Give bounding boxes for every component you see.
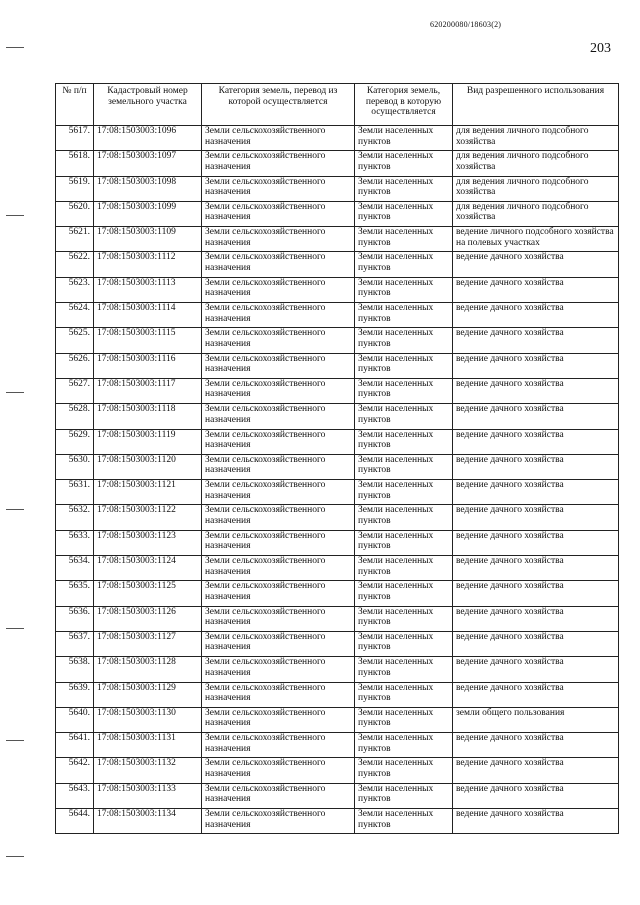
permitted-use-cell: для ведения личного подсобного хозяйства: [453, 151, 619, 176]
cadastral-number-cell: 17:08:1503003:1122: [94, 505, 202, 530]
category-from-cell: Земли сельскохозяйственного назначения: [202, 631, 355, 656]
row-number-cell: 5620.: [56, 201, 94, 226]
table-row: [56, 556, 619, 581]
category-to-cell: Земли населенных пунктов: [355, 682, 453, 707]
category-to-cell: Земли населенных пунктов: [355, 303, 453, 328]
cadastral-number-cell: 17:08:1503003:1116: [94, 353, 202, 378]
category-from-cell: Земли сельскохозяйственного назначения: [202, 201, 355, 226]
category-to-cell: Земли населенных пунктов: [355, 454, 453, 479]
cadastral-number-cell: 17:08:1503003:1096: [94, 126, 202, 151]
table-row: [56, 151, 619, 176]
table-row: [56, 733, 619, 758]
category-from-cell: Земли сельскохозяйственного назначения: [202, 505, 355, 530]
table-row: [56, 682, 619, 707]
category-from-cell: Земли сельскохозяйственного назначения: [202, 809, 355, 834]
row-number-cell: 5635.: [56, 581, 94, 606]
cadastral-number-cell: 17:08:1503003:1134: [94, 809, 202, 834]
category-from-cell: Земли сельскохозяйственного назначения: [202, 252, 355, 277]
table-header-row: [56, 84, 619, 126]
category-to-cell: Земли населенных пунктов: [355, 429, 453, 454]
permitted-use-cell: ведение дачного хозяйства: [453, 606, 619, 631]
category-to-cell: Земли населенных пунктов: [355, 404, 453, 429]
category-to-cell: Земли населенных пунктов: [355, 707, 453, 732]
row-number-cell: 5626.: [56, 353, 94, 378]
permitted-use-cell: для ведения личного подсобного хозяйства: [453, 176, 619, 201]
row-number-cell: 5622.: [56, 252, 94, 277]
row-number-cell: 5617.: [56, 126, 94, 151]
category-from-cell: Земли сельскохозяйственного назначения: [202, 707, 355, 732]
category-from-cell: Земли сельскохозяйственного назначения: [202, 151, 355, 176]
margin-mark: [6, 509, 24, 510]
permitted-use-cell: ведение дачного хозяйства: [453, 733, 619, 758]
table-row: [56, 809, 619, 834]
cadastral-number-cell: 17:08:1503003:1127: [94, 631, 202, 656]
permitted-use-cell: ведение дачного хозяйства: [453, 404, 619, 429]
column-header-permitted-use: Вид разрешенного использования: [453, 84, 619, 126]
table-row: [56, 404, 619, 429]
page-number: 203: [590, 41, 611, 56]
row-number-cell: 5624.: [56, 303, 94, 328]
permitted-use-cell: ведение дачного хозяйства: [453, 505, 619, 530]
table-row: [56, 201, 619, 226]
cadastral-number-cell: 17:08:1503003:1114: [94, 303, 202, 328]
margin-mark: [6, 856, 24, 857]
cadastral-number-cell: 17:08:1503003:1117: [94, 378, 202, 403]
row-number-cell: 5628.: [56, 404, 94, 429]
cadastral-number-cell: 17:08:1503003:1113: [94, 277, 202, 302]
permitted-use-cell: ведение дачного хозяйства: [453, 303, 619, 328]
category-from-cell: Земли сельскохозяйственного назначения: [202, 454, 355, 479]
category-from-cell: Земли сельскохозяйственного назначения: [202, 530, 355, 555]
permitted-use-cell: ведение дачного хозяйства: [453, 556, 619, 581]
column-header-category-to: Категория земель, перевод в которую осуществляется: [355, 84, 453, 126]
margin-mark: [6, 215, 24, 216]
category-to-cell: Земли населенных пунктов: [355, 657, 453, 682]
cadastral-number-cell: 17:08:1503003:1118: [94, 404, 202, 429]
category-from-cell: Земли сельскохозяйственного назначения: [202, 429, 355, 454]
table-row: [56, 378, 619, 403]
category-to-cell: Земли населенных пунктов: [355, 581, 453, 606]
category-to-cell: Земли населенных пунктов: [355, 505, 453, 530]
category-to-cell: Земли населенных пунктов: [355, 277, 453, 302]
category-to-cell: Земли населенных пунктов: [355, 176, 453, 201]
table-row: [56, 606, 619, 631]
row-number-cell: 5627.: [56, 378, 94, 403]
row-number-cell: 5641.: [56, 733, 94, 758]
document-reference: 620200080/18603(2): [430, 20, 502, 29]
table-row: [56, 480, 619, 505]
table-row: [56, 277, 619, 302]
table-row: [56, 581, 619, 606]
table-row: [56, 252, 619, 277]
row-number-cell: 5639.: [56, 682, 94, 707]
permitted-use-cell: ведение дачного хозяйства: [453, 682, 619, 707]
table-row: [56, 758, 619, 783]
table-row: [56, 657, 619, 682]
table-row: [56, 530, 619, 555]
row-number-cell: 5633.: [56, 530, 94, 555]
category-to-cell: Земли населенных пунктов: [355, 252, 453, 277]
category-from-cell: Земли сельскохозяйственного назначения: [202, 581, 355, 606]
category-to-cell: Земли населенных пунктов: [355, 201, 453, 226]
column-header-number: № п/п: [56, 84, 94, 126]
category-to-cell: Земли населенных пунктов: [355, 809, 453, 834]
cadastral-number-cell: 17:08:1503003:1099: [94, 201, 202, 226]
category-to-cell: Земли населенных пунктов: [355, 631, 453, 656]
category-from-cell: Земли сельскохозяйственного назначения: [202, 758, 355, 783]
row-number-cell: 5631.: [56, 480, 94, 505]
cadastral-number-cell: 17:08:1503003:1129: [94, 682, 202, 707]
permitted-use-cell: ведение дачного хозяйства: [453, 328, 619, 353]
cadastral-number-cell: 17:08:1503003:1120: [94, 454, 202, 479]
row-number-cell: 5632.: [56, 505, 94, 530]
table-row: [56, 783, 619, 808]
category-to-cell: Земли населенных пунктов: [355, 733, 453, 758]
category-to-cell: Земли населенных пунктов: [355, 783, 453, 808]
permitted-use-cell: для ведения личного подсобного хозяйства: [453, 201, 619, 226]
category-to-cell: Земли населенных пунктов: [355, 151, 453, 176]
table-row: [56, 227, 619, 252]
cadastral-number-cell: 17:08:1503003:1130: [94, 707, 202, 732]
table-row: [56, 126, 619, 151]
table-row: [56, 176, 619, 201]
category-from-cell: Земли сельскохозяйственного назначения: [202, 783, 355, 808]
category-from-cell: Земли сельскохозяйственного назначения: [202, 404, 355, 429]
category-from-cell: Земли сельскохозяйственного назначения: [202, 126, 355, 151]
permitted-use-cell: ведение дачного хозяйства: [453, 378, 619, 403]
category-from-cell: Земли сельскохозяйственного назначения: [202, 480, 355, 505]
category-to-cell: Земли населенных пунктов: [355, 126, 453, 151]
row-number-cell: 5619.: [56, 176, 94, 201]
cadastral-number-cell: 17:08:1503003:1109: [94, 227, 202, 252]
category-to-cell: Земли населенных пунктов: [355, 606, 453, 631]
category-from-cell: Земли сельскохозяйственного назначения: [202, 303, 355, 328]
margin-mark: [6, 392, 24, 393]
row-number-cell: 5630.: [56, 454, 94, 479]
category-from-cell: Земли сельскохозяйственного назначения: [202, 682, 355, 707]
permitted-use-cell: ведение дачного хозяйства: [453, 530, 619, 555]
row-number-cell: 5636.: [56, 606, 94, 631]
row-number-cell: 5623.: [56, 277, 94, 302]
row-number-cell: 5629.: [56, 429, 94, 454]
row-number-cell: 5644.: [56, 809, 94, 834]
permitted-use-cell: ведение дачного хозяйства: [453, 758, 619, 783]
category-from-cell: Земли сельскохозяйственного назначения: [202, 556, 355, 581]
table-row: [56, 505, 619, 530]
category-to-cell: Земли населенных пунктов: [355, 227, 453, 252]
cadastral-number-cell: 17:08:1503003:1124: [94, 556, 202, 581]
margin-mark: [6, 47, 24, 48]
category-from-cell: Земли сельскохозяйственного назначения: [202, 176, 355, 201]
category-to-cell: Земли населенных пунктов: [355, 758, 453, 783]
permitted-use-cell: ведение дачного хозяйства: [453, 429, 619, 454]
permitted-use-cell: ведение дачного хозяйства: [453, 454, 619, 479]
table-row: [56, 429, 619, 454]
cadastral-number-cell: 17:08:1503003:1098: [94, 176, 202, 201]
permitted-use-cell: ведение дачного хозяйства: [453, 657, 619, 682]
permitted-use-cell: ведение дачного хозяйства: [453, 809, 619, 834]
cadastral-number-cell: 17:08:1503003:1115: [94, 328, 202, 353]
table-row: [56, 631, 619, 656]
permitted-use-cell: ведение дачного хозяйства: [453, 353, 619, 378]
category-to-cell: Земли населенных пунктов: [355, 378, 453, 403]
category-from-cell: Земли сельскохозяйственного назначения: [202, 606, 355, 631]
row-number-cell: 5642.: [56, 758, 94, 783]
permitted-use-cell: ведение дачного хозяйства: [453, 480, 619, 505]
category-to-cell: Земли населенных пунктов: [355, 556, 453, 581]
cadastral-number-cell: 17:08:1503003:1121: [94, 480, 202, 505]
category-from-cell: Земли сельскохозяйственного назначения: [202, 657, 355, 682]
category-from-cell: Земли сельскохозяйственного назначения: [202, 733, 355, 758]
cadastral-number-cell: 17:08:1503003:1132: [94, 758, 202, 783]
permitted-use-cell: ведение дачного хозяйства: [453, 252, 619, 277]
row-number-cell: 5621.: [56, 227, 94, 252]
cadastral-number-cell: 17:08:1503003:1112: [94, 252, 202, 277]
table-row: [56, 353, 619, 378]
column-header-category-from: Категория земель, перевод из которой осуществляется: [202, 84, 355, 126]
category-to-cell: Земли населенных пунктов: [355, 480, 453, 505]
category-to-cell: Земли населенных пунктов: [355, 353, 453, 378]
category-from-cell: Земли сельскохозяйственного назначения: [202, 277, 355, 302]
margin-mark: [6, 740, 24, 741]
cadastral-number-cell: 17:08:1503003:1131: [94, 733, 202, 758]
margin-mark: [6, 628, 24, 629]
column-header-cadastral: Кадастровый номер земельного участка: [94, 84, 202, 126]
row-number-cell: 5640.: [56, 707, 94, 732]
cadastral-number-cell: 17:08:1503003:1125: [94, 581, 202, 606]
permitted-use-cell: ведение дачного хозяйства: [453, 631, 619, 656]
permitted-use-cell: ведение дачного хозяйства: [453, 277, 619, 302]
permitted-use-cell: ведение дачного хозяйства: [453, 783, 619, 808]
table-row: [56, 707, 619, 732]
permitted-use-cell: ведение личного подсобного хозяйства на полевых участках: [453, 227, 619, 252]
permitted-use-cell: земли общего пользования: [453, 707, 619, 732]
category-from-cell: Земли сельскохозяйственного назначения: [202, 378, 355, 403]
row-number-cell: 5625.: [56, 328, 94, 353]
cadastral-number-cell: 17:08:1503003:1126: [94, 606, 202, 631]
table-row: [56, 303, 619, 328]
cadastral-number-cell: 17:08:1503003:1123: [94, 530, 202, 555]
row-number-cell: 5637.: [56, 631, 94, 656]
category-from-cell: Земли сельскохозяйственного назначения: [202, 328, 355, 353]
category-from-cell: Земли сельскохозяйственного назначения: [202, 227, 355, 252]
table-row: [56, 328, 619, 353]
cadastral-number-cell: 17:08:1503003:1119: [94, 429, 202, 454]
row-number-cell: 5634.: [56, 556, 94, 581]
land-registry-table: [55, 83, 619, 834]
permitted-use-cell: ведение дачного хозяйства: [453, 581, 619, 606]
cadastral-number-cell: 17:08:1503003:1133: [94, 783, 202, 808]
category-to-cell: Земли населенных пунктов: [355, 328, 453, 353]
row-number-cell: 5618.: [56, 151, 94, 176]
category-from-cell: Земли сельскохозяйственного назначения: [202, 353, 355, 378]
cadastral-number-cell: 17:08:1503003:1097: [94, 151, 202, 176]
row-number-cell: 5638.: [56, 657, 94, 682]
table-row: [56, 454, 619, 479]
permitted-use-cell: для ведения личного подсобного хозяйства: [453, 126, 619, 151]
cadastral-number-cell: 17:08:1503003:1128: [94, 657, 202, 682]
category-to-cell: Земли населенных пунктов: [355, 530, 453, 555]
row-number-cell: 5643.: [56, 783, 94, 808]
